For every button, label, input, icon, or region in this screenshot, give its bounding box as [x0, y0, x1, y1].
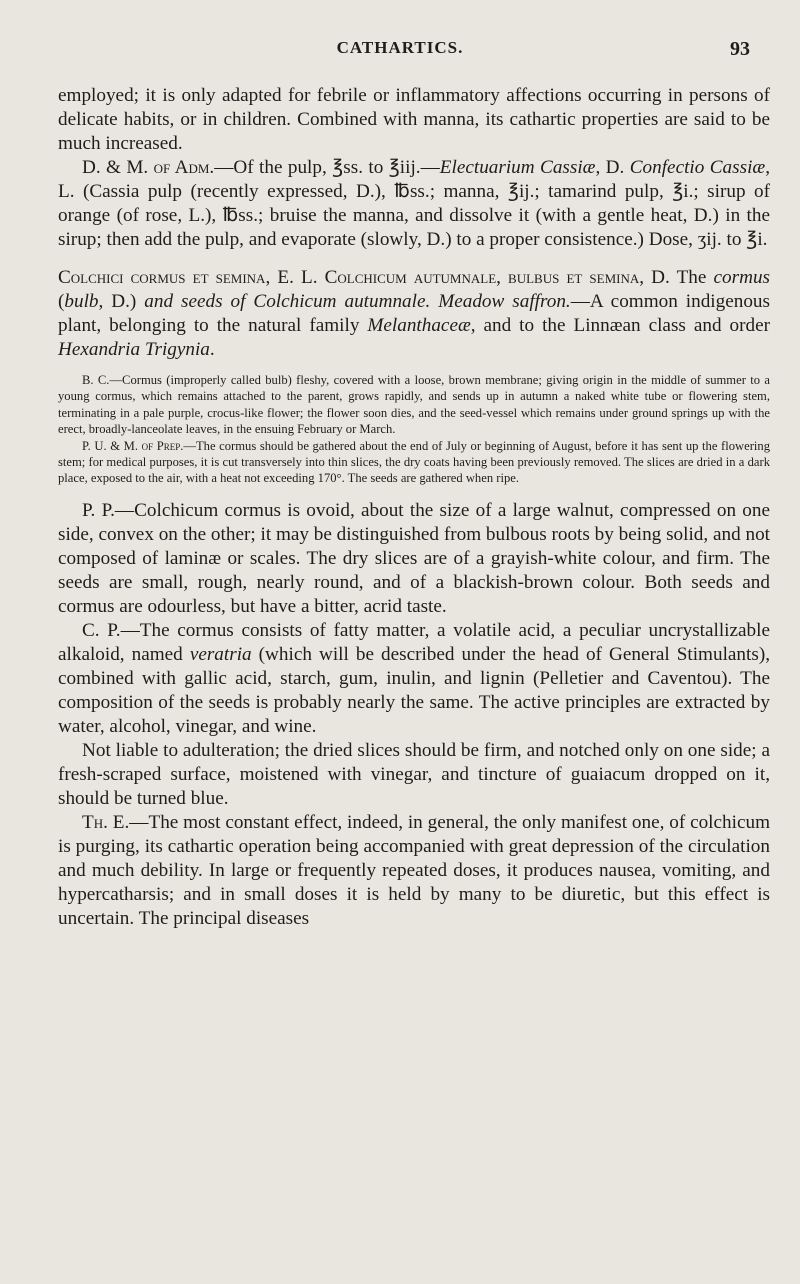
- latin-name-2: Confectio Cassiæ: [629, 157, 766, 178]
- paragraph-adulteration: Not liable to adulteration; the dried slices should be firm, and notched only on one side; a fresh-scraped surface, moistened with vinegar, and tincture of guaiacum dropped on it, should be turned blue.: [58, 739, 770, 809]
- section-italic-1: cormus: [713, 267, 771, 288]
- latin-name-1: Electuarium Cassiæ: [439, 157, 596, 178]
- dose-lead: D. & M.: [82, 157, 149, 178]
- section-text-6: , and to the Linnæan class and order: [470, 315, 770, 336]
- chem-text-1: C. P.—The cormus consists of fatty matter, a volatile acid, a peculiar uncrystallizable alkaloid, named: [58, 619, 770, 665]
- prep-of-prep: of Prep.: [137, 438, 184, 453]
- paragraph-chemical-properties: [58, 619, 770, 739]
- paragraph-therapeutic-effects: [58, 811, 770, 931]
- page-number: 93: [730, 38, 750, 60]
- section-text-1: , E. L.: [265, 267, 325, 288]
- section-italic-4: Melanthaceæ: [367, 315, 471, 336]
- dose-text-2: , D.: [595, 157, 630, 178]
- running-head: CATHARTICS.: [336, 38, 464, 57]
- therapeutic-text: —The most constant effect, indeed, in general, the only manifest one, of colchicum is purging, its cathartic operation being accompanied with great depression of the circulation and much debility. In large or frequently repeated doses, it produces nausea, vomiting, and hypercatharsis; and in small doses it is held by many to be diuretic, but this effect is uncertain. The principal diseases: [58, 811, 770, 929]
- section-italic-2: bulb: [64, 291, 99, 312]
- paragraph-dose-preparation: [58, 156, 770, 252]
- section-colchicum-heading: [58, 266, 770, 362]
- page-body: [58, 84, 770, 931]
- page-header: [0, 38, 800, 64]
- preparation-note: [58, 438, 770, 487]
- section-text-4: , D.): [98, 291, 145, 312]
- section-text-7: .: [209, 339, 215, 360]
- section-title-1: Colchici cormus et semina: [58, 267, 266, 288]
- section-italic-5: Hexandria Trigynia: [58, 339, 210, 360]
- section-text-3: (: [58, 291, 65, 312]
- paragraph-continuation: employed; it is only adapted for febrile or inflammatory affections occurring in persons of delicate habits, or in children. Combined with manna, its cathartic properties are said to be much increased.: [58, 85, 770, 154]
- section-title-2: Colchicum autumnale, bulbus et semina: [324, 267, 640, 288]
- dose-of-adm: of Adm.: [148, 157, 215, 178]
- section-text-5: —A common indigenous plant, belonging to the natural family: [58, 291, 770, 336]
- section-text-2: , D. The: [639, 267, 714, 288]
- prep-lead: P. U. & M.: [82, 438, 138, 453]
- section-italic-3: and seeds of Colchicum autumnale. Meadow saffron.: [144, 291, 571, 312]
- chem-italic: veratria: [189, 643, 252, 665]
- botanical-description: B. C.—Cormus (improperly called bulb) fleshy, covered with a loose, brown membrane; giving origin in the middle of summer to a young cormus, which remains attached to the parent, grows rapidly, and sends up in autumn a naked white tube or flowering stem, terminating in a pale purple, crocus-like flower; the flower soon dies, and the seed-vessel which remains under ground springs up with the erect, broadly-lanceolate leaves, in the ensuing February or March.: [58, 373, 770, 437]
- dose-text-1: —Of the pulp, ℥ss. to ℥iij.—: [214, 157, 440, 178]
- prep-text: —The cormus should be gathered about the end of July or beginning of August, before it has sent up the flowering stem; for medical purposes, it is cut transversely into thin slices, the dry coats having been previously removed. The slices are dried in a dark place, exposed to the air, with a heat not exceeding 170°. The seeds are gathered when ripe.: [58, 438, 770, 486]
- chem-text-2: (which will be described under the head of General Stimulants), combined with gallic acid, starch, gum, inulin, and lignin (Pelletier and Caventou). The composition of the seeds is probably nearly the same. The active principles are extracted by water, alcohol, vinegar, and wine.: [58, 643, 771, 737]
- dose-text-3: , L. (Cassia pulp (recently expressed, D.), ℔ss.; manna, ℥ij.; tamarind pulp, ℥i.; sirup of orange (of rose, L.), ℔ss.; bruise the manna, and dissolve it (with a gentle heat, D.) in the sirup; then add the pulp, and evaporate (slowly, D.) to a proper consistence.) Dose, ʒij. to ℥i.: [58, 157, 770, 250]
- paragraph-physical-properties: P. P.—Colchicum cormus is ovoid, about the size of a large walnut, compressed on one side, convex on the other; it may be distinguished from bulbous roots by being solid, and not composed of laminæ or scales. The dry slices are of a grayish-white colour, and firm. The seeds are small, rough, nearly round, and of a blackish-brown colour. Both seeds and cormus are odourless, but have a bitter, acrid taste.: [58, 499, 770, 617]
- therapeutic-lead: Th. E.: [82, 811, 130, 833]
